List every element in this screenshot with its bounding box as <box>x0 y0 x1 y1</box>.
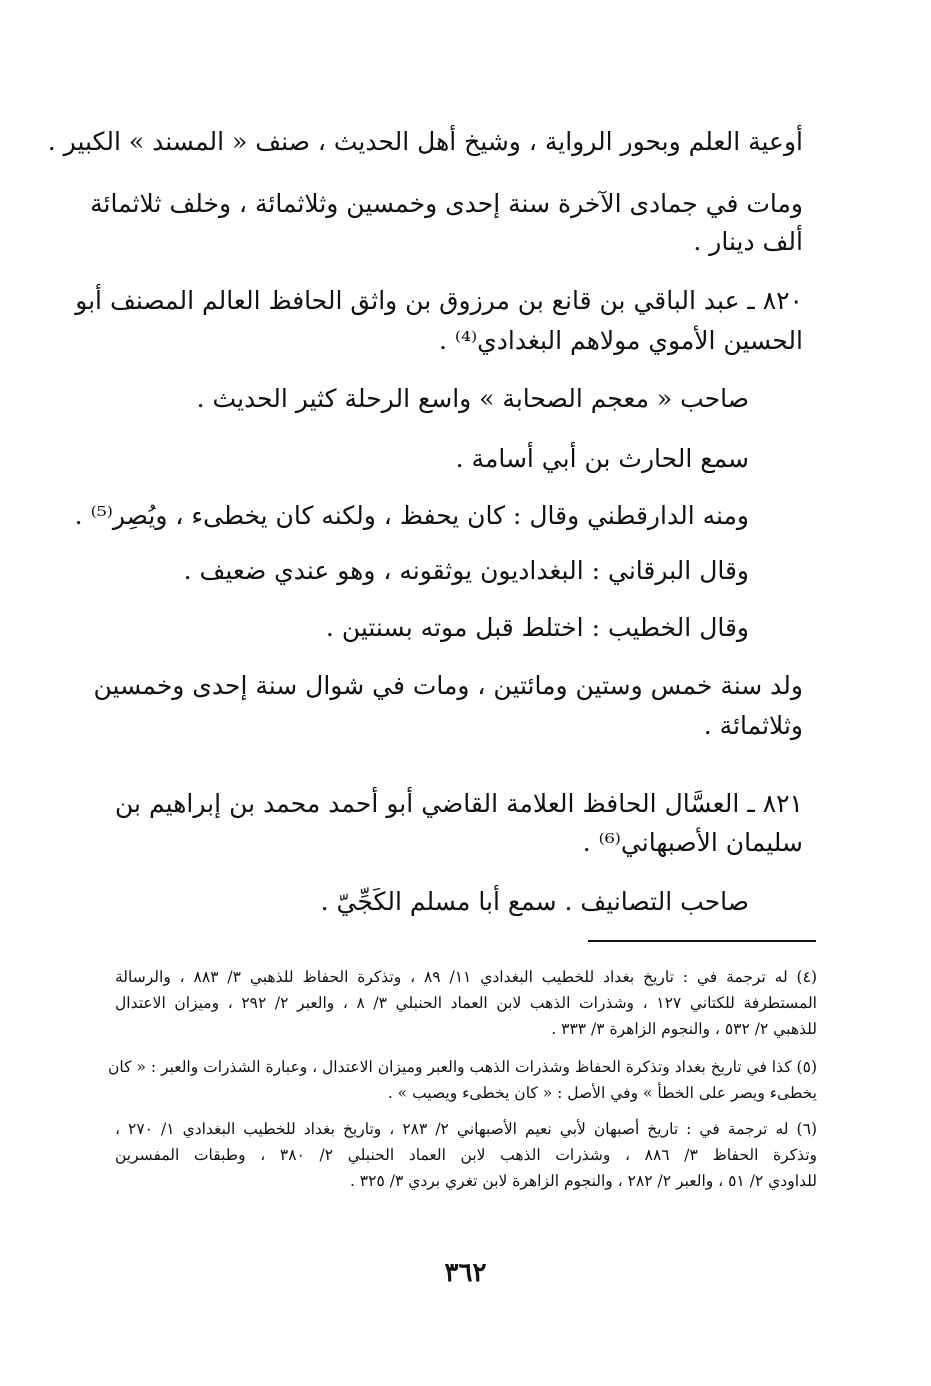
footnote-4: للذهبي ٢/ ٥٣٢ ، والنجوم الزاهرة ٣/ ٣٣٣ . <box>551 1020 817 1038</box>
body-line: وثلاثمائة . <box>703 711 803 740</box>
footnote-5: (٥) كذا في تاريخ بغداد وتذكرة الحفاظ وشذرات الذهب والعبر وميزان الاعتدال ، وعبارة الشذرات والعبر : « كان <box>108 1058 817 1076</box>
body-line: ومنه الدارقطني وقال : كان يحفظ ، ولكنه كان يخطىء ، ويُصِر⁽⁵⁾ . <box>74 501 749 530</box>
body-line: صاحب التصانيف . سمع أبا مسلم الكَجِّيّ . <box>320 887 749 916</box>
page-number: ٣٦٢ <box>444 1258 487 1288</box>
body-line: ألف دينار . <box>693 227 803 256</box>
entry-heading-820: الحسين الأموي مولاهم البغدادي⁽⁴⁾ . <box>438 326 803 355</box>
body-line: وقال الخطيب : اختلط قبل موته بسنتين . <box>325 613 749 642</box>
entry-heading-820: ٨٢٠ ـ عبد الباقي بن قانع بن مرزوق بن واثق الحافظ العالم المصنف أبو <box>75 286 803 315</box>
entry-heading-821: سليمان الأصبهاني⁽⁶⁾ . <box>582 828 803 857</box>
footnote-6: وتذكرة الحفاظ ٣/ ٨٨٦ ، وشذرات الذهب لابن العماد الحنبلي ٢/ ٣٨٠ ، وطبقات المفسرين <box>115 1146 818 1164</box>
footnote-6: (٦) له ترجمة في : تاريخ أصبهان لأبي نعيم الأصبهاني ٢/ ٢٨٣ ، وتاريخ بغداد للخطيب البغدادي ١/ ٢٧٠ ، <box>115 1120 817 1138</box>
footnote-6: للداودي ٢/ ٥١ ، والعبر ٢/ ٢٨٢ ، والنجوم الزاهرة لابن تغري بردي ٣/ ٣٢٥ . <box>349 1172 817 1190</box>
body-line: سمع الحارث بن أبي أسامة . <box>455 444 749 473</box>
footnote-5: يخطىء ويصر على الخطأ » وفي الأصل : « كان يخطىء ويصيب » . <box>387 1084 817 1102</box>
body-line: أوعية العلم وبحور الرواية ، وشيخ أهل الحديث ، صنف « المسند » الكبير . <box>47 127 803 156</box>
entry-heading-821: ٨٢١ ـ العسَّال الحافظ العلامة القاضي أبو أحمد محمد بن إبراهيم بن <box>115 789 803 818</box>
body-line: ومات في جمادى الآخرة سنة إحدى وخمسين وثلاثمائة ، وخلف ثلاثمائة <box>90 189 803 218</box>
body-line: وقال البرقاني : البغداديون يوثقونه ، وهو عندي ضعيف . <box>183 556 749 585</box>
footnote-separator <box>588 940 816 942</box>
footnote-4: (٤) له ترجمة في : تاريخ بغداد للخطيب البغدادي ١١/ ٨٩ ، وتذكرة الحفاظ للذهبي ٣/ ٨٨٣ ، والرسالة <box>115 968 817 986</box>
footnote-4: المستطرفة للكتاني ١٢٧ ، وشذرات الذهب لابن العماد الحنبلي ٣/ ٨ ، والعبر ٢/ ٢٩٢ ، وميزان الاعتدال <box>115 994 817 1012</box>
body-line: ولد سنة خمس وستين ومائتين ، ومات في شوال سنة إحدى وخمسين <box>93 671 803 700</box>
body-line: صاحب « معجم الصحابة » واسع الرحلة كثير الحديث . <box>196 384 749 413</box>
